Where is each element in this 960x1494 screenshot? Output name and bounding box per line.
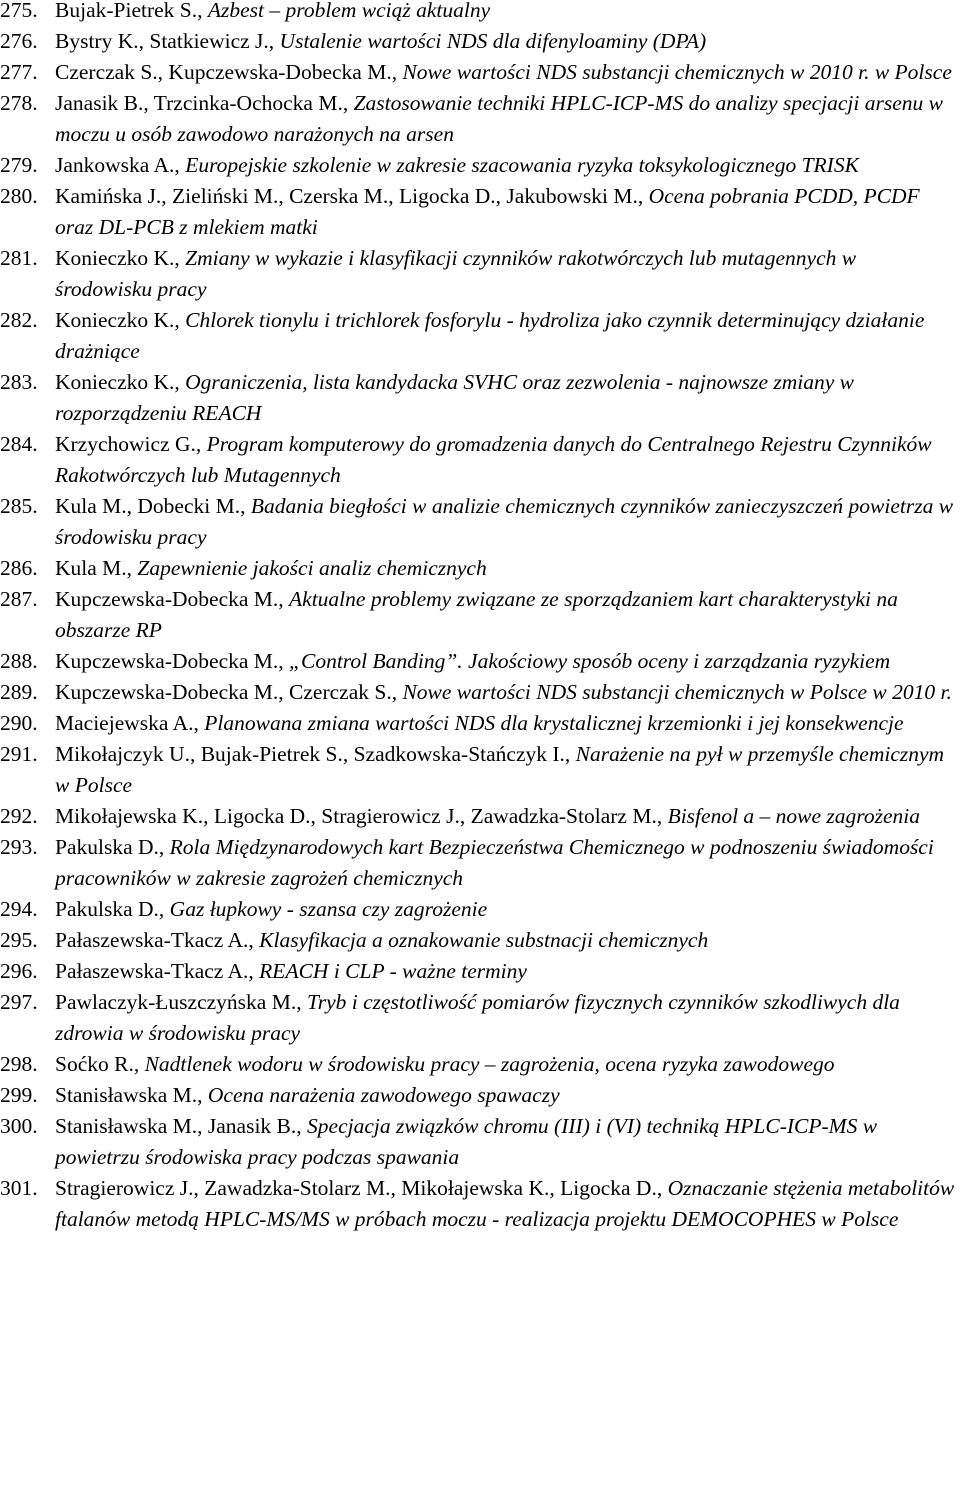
bibliography-entry	[0, 57, 960, 88]
bibliography-entry	[0, 739, 960, 801]
bibliography-entry	[0, 584, 960, 646]
entry-number: 284.	[0, 432, 38, 456]
entry-title: Planowana zmiana wartości NDS dla krystalicznej krzemionki i jej konsekwencje	[204, 711, 904, 735]
entry-title: Ograniczenia, lista kandydacka SVHC oraz zezwolenia - najnowsze zmiany w rozporządzeniu REACH	[55, 370, 854, 425]
entry-title: Narażenie na pył w przemyśle chemicznym w Polsce	[55, 742, 945, 797]
entry-authors: Bujak-Pietrek S.,	[55, 0, 208, 22]
entry-authors: Kupczewska-Dobecka M.,	[55, 587, 290, 611]
entry-number: 279.	[0, 153, 38, 177]
entry-authors: Stanisławska M., Janasik B.,	[55, 1114, 308, 1138]
entry-title: Program komputerowy do gromadzenia danych do Centralnego Rejestru Czynników Rakotwórczych lub Mutagennych	[55, 432, 932, 487]
entry-number: 290.	[0, 711, 38, 735]
bibliography-entry	[0, 708, 960, 739]
entry-authors: Konieczko K.,	[55, 370, 186, 394]
entry-authors: Bystry K., Statkiewicz J.,	[55, 29, 280, 53]
entry-authors: Pakulska D.,	[55, 897, 170, 921]
entry-authors: Pałaszewska-Tkacz A.,	[55, 928, 260, 952]
entry-authors: Pawlaczyk-Łuszczyńska M.,	[55, 990, 307, 1014]
entry-number: 295.	[0, 928, 38, 952]
bibliography-entry	[0, 1173, 960, 1235]
bibliography-entry	[0, 553, 960, 584]
entry-title: Azbest – problem wciąż aktualny	[207, 0, 491, 22]
entry-title: Zmiany w wykazie i klasyfikacji czynników rakotwórczych lub mutagennych w środowisku pracy	[55, 246, 857, 301]
entry-authors: Konieczko K.,	[55, 246, 186, 270]
entry-number: 292.	[0, 804, 38, 828]
entry-authors: Kupczewska-Dobecka M., Czerczak S.,	[55, 680, 403, 704]
entry-authors: Kupczewska-Dobecka M.,	[55, 649, 290, 673]
bibliography-entry	[0, 925, 960, 956]
entry-number: 296.	[0, 959, 38, 983]
entry-authors: Krzychowicz G.,	[55, 432, 207, 456]
entry-number: 286.	[0, 556, 38, 580]
bibliography-entry	[0, 150, 960, 181]
bibliography-entry	[0, 646, 960, 677]
bibliography-entry	[0, 243, 960, 305]
entry-number: 301.	[0, 1176, 38, 1200]
entry-authors: Konieczko K.,	[55, 308, 186, 332]
entry-number: 277.	[0, 60, 38, 84]
entry-title: Ocena narażenia zawodowego spawaczy	[207, 1083, 560, 1107]
entry-number: 275.	[0, 0, 38, 22]
entry-number: 276.	[0, 29, 38, 53]
entry-number: 285.	[0, 494, 38, 518]
entry-authors: Kula M., Dobecki M.,	[55, 494, 251, 518]
entry-authors: Soćko R.,	[55, 1052, 145, 1076]
bibliography-entry	[0, 832, 960, 894]
bibliography-entry	[0, 305, 960, 367]
entry-number: 294.	[0, 897, 38, 921]
entry-number: 288.	[0, 649, 38, 673]
entry-title: Aktualne problemy związane ze sporządzaniem kart charakterystyki na obszarze RP	[55, 587, 898, 642]
bibliography-entry	[0, 801, 960, 832]
entry-authors: Stanisławska M.,	[55, 1083, 208, 1107]
entry-number: 283.	[0, 370, 38, 394]
entry-authors: Janasik B., Trzcinka-Ochocka M.,	[55, 91, 354, 115]
bibliography-entry	[0, 26, 960, 57]
entry-authors: Maciejewska A.,	[55, 711, 205, 735]
entry-title: Zapewnienie jakości analiz chemicznych	[137, 556, 487, 580]
entry-title: Gaz łupkowy - szansa czy zagrożenie	[169, 897, 488, 921]
entry-number: 298.	[0, 1052, 38, 1076]
entry-title: Klasyfikacja a oznakowanie substnacji chemicznych	[259, 928, 709, 952]
bibliography-entry	[0, 677, 960, 708]
bibliography-entry	[0, 181, 960, 243]
entry-authors: Pałaszewska-Tkacz A.,	[55, 959, 260, 983]
entry-title: Tryb i częstotliwość pomiarów fizycznych czynników szkodliwych dla zdrowia w środowisku pracy	[55, 990, 900, 1045]
entry-number: 278.	[0, 91, 38, 115]
entry-authors: Mikołajewska K., Ligocka D., Stragierowicz J., Zawadzka-Stolarz M.,	[55, 804, 668, 828]
entry-authors: Czerczak S., Kupczewska-Dobecka M.,	[55, 60, 403, 84]
entry-title: Ustalenie wartości NDS dla difenyloaminy (DPA)	[279, 29, 707, 53]
entry-title: Specjacja związków chromu (III) i (VI) techniką HPLC-ICP-MS w powietrzu środowiska pracy podczas spawania	[55, 1114, 878, 1169]
entry-number: 300.	[0, 1114, 38, 1138]
bibliography-entry	[0, 956, 960, 987]
entry-number: 281.	[0, 246, 38, 270]
bibliography-entry	[0, 429, 960, 491]
entry-title: Europejskie szkolenie w zakresie szacowania ryzyka toksykologicznego TRISK	[185, 153, 859, 177]
entry-title: Ocena pobrania PCDD, PCDF oraz DL-PCB z mlekiem matki	[55, 184, 920, 239]
entry-title: Badania biegłości w analizie chemicznych czynników zanieczyszczeń powietrza w środowisku pracy	[55, 494, 954, 549]
entry-title: Rola Międzynarodowych kart Bezpieczeństwa Chemicznego w podnoszeniu świadomości pracowników w zakresie zagrożeń chemicznych	[55, 835, 934, 890]
bibliography-entry	[0, 1111, 960, 1173]
entry-title: „Control Banding”. Jakościowy sposób oceny i zarządzania ryzykiem	[289, 649, 891, 673]
entry-authors: Kula M.,	[55, 556, 138, 580]
bibliography-entry	[0, 367, 960, 429]
entry-title: Oznaczanie stężenia metabolitów ftalanów metodą HPLC-MS/MS w próbach moczu - realizacja projektu DEMOCOPHES w Polsce	[55, 1176, 955, 1231]
entry-title: Zastosowanie techniki HPLC-ICP-MS do analizy specjacji arsenu w moczu u osób zawodowo narażonych na arsen	[55, 91, 943, 146]
entry-number: 282.	[0, 308, 38, 332]
entry-authors: Stragierowicz J., Zawadzka-Stolarz M., Mikołajewska K., Ligocka D.,	[55, 1176, 668, 1200]
entry-title: Nowe wartości NDS substancji chemicznych w 2010 r. w Polsce	[402, 60, 952, 84]
entry-title: Chlorek tionylu i trichlorek fosforylu - hydroliza jako czynnik determinujący działanie drażniące	[55, 308, 925, 363]
entry-title: Nowe wartości NDS substancji chemicznych w Polsce w 2010 r.	[402, 680, 952, 704]
entry-number: 289.	[0, 680, 38, 704]
bibliography-entry	[0, 88, 960, 150]
entry-authors: Jankowska A.,	[55, 153, 186, 177]
entry-authors: Kamińska J., Zieliński M., Czerska M., Ligocka D., Jakubowski M.,	[55, 184, 649, 208]
entry-number: 287.	[0, 587, 38, 611]
entry-number: 280.	[0, 184, 38, 208]
entry-authors: Mikołajczyk U., Bujak-Pietrek S., Szadkowska-Stańczyk I.,	[55, 742, 576, 766]
bibliography-entry	[0, 1049, 960, 1080]
entry-title: Bisfenol a – nowe zagrożenia	[667, 804, 920, 828]
entry-number: 299.	[0, 1083, 38, 1107]
bibliography-entry	[0, 491, 960, 553]
entry-authors: Pakulska D.,	[55, 835, 170, 859]
bibliography-entry	[0, 987, 960, 1049]
bibliography-entry	[0, 894, 960, 925]
entry-number: 297.	[0, 990, 38, 1014]
bibliography-entry	[0, 0, 960, 26]
entry-number: 293.	[0, 835, 38, 859]
entry-title: REACH i CLP - ważne terminy	[259, 959, 527, 983]
entry-number: 291.	[0, 742, 38, 766]
bibliography-entry	[0, 1080, 960, 1111]
entry-title: Nadtlenek wodoru w środowisku pracy – zagrożenia, ocena ryzyka zawodowego	[144, 1052, 835, 1076]
